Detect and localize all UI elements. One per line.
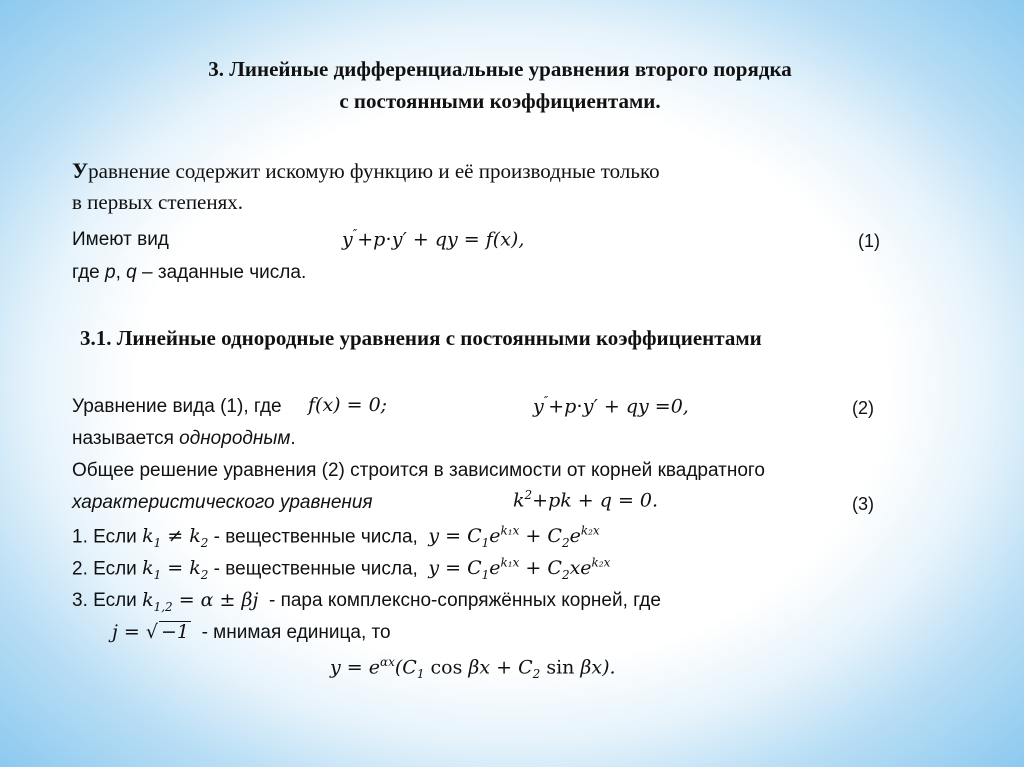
case-3: 3. Если $k_{1,2} = \alpha \pm \beta j$ - пара комплексно-сопряжённых корней, где <box>72 589 661 614</box>
case-3-text: - пара комплексно-сопряжённых корней, где <box>268 590 661 611</box>
called-term: однородным <box>179 428 291 449</box>
case-1-prefix: 1. Если <box>72 526 137 548</box>
equation-1: y″+p⋅y′ + qy = f(x), <box>342 227 525 251</box>
given-numbers-text: где p, q – заданные числа. <box>72 262 307 283</box>
characteristic-equation: $k^2+pk + q = 0$. <box>513 488 659 512</box>
case-2-text: - вещественные числа, <box>213 558 418 580</box>
intro-line-1 <box>72 158 660 184</box>
section-title: 3.1. Линейные однородные уравнения с постоянными коэффициентами <box>80 326 762 350</box>
characteristic-equation-label: характеристического уравнения <box>72 492 373 513</box>
intro-line-1-text: равнение содержит искомую функцию и её производные только <box>88 159 660 183</box>
imaginary-unit-line: j = √ −1 - мнимая единица, то <box>112 621 391 643</box>
imaginary-unit-text: - мнимая единица, то <box>201 622 391 643</box>
case-2: 2. Если $k_1 = k_2$ - вещественные числа, $y = C_1e^{k_1x} + C_2xe^{k_2x}$ <box>72 556 611 583</box>
homogeneous-condition: f(x) = 0; <box>308 394 388 416</box>
called-line: называется однородным. <box>72 428 296 449</box>
page-title: 3. Линейные дифференциальные уравнения второго порядка <box>208 57 792 81</box>
page-subtitle: с постоянными коэффициентами. <box>339 89 661 113</box>
intro-first-letter: У <box>72 158 89 183</box>
equation-2: y″+p⋅y′ + qy =0, <box>533 394 689 418</box>
case-2-prefix: 2. Если <box>72 558 137 580</box>
case-1-text: - вещественные числа, <box>213 526 418 548</box>
equation-3-number: (3) <box>852 494 874 514</box>
general-solution-text: Общее решение уравнения (2) строится в зависимости от корней квадратного <box>72 460 765 481</box>
case-3-prefix: 3. Если <box>72 590 137 611</box>
homogeneous-condition-label: Уравнение вида (1), где <box>72 396 282 417</box>
intro-line-2: в первых степенях. <box>72 190 244 214</box>
complex-solution: $y = e^{\alpha x}(C_1$ $\cos \beta x + C_2$ sin βx). <box>330 655 616 682</box>
form-label: Имеют вид <box>72 229 169 250</box>
equation-1-number: (1) <box>858 231 880 251</box>
equation-2-number: (2) <box>852 398 874 418</box>
called-text: называется <box>72 428 174 449</box>
case-1: 1. Если $k_1 \ne k_2$ - вещественные числа, $y = C_1e^{k_1x} + C_2e^{k_2x}$ <box>72 524 600 551</box>
